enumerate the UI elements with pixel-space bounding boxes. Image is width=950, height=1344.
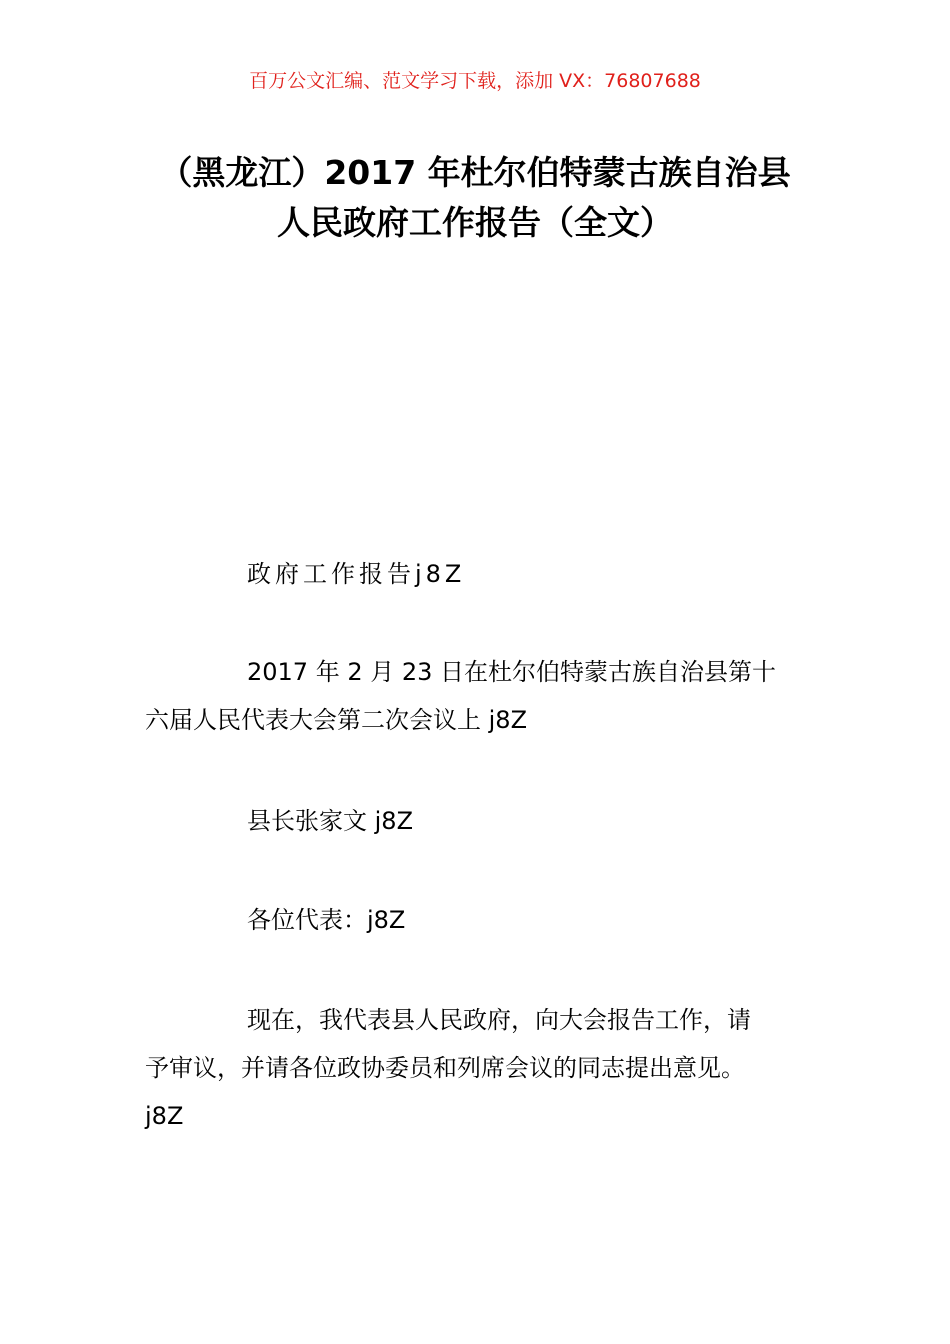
paragraph-meeting-info [145,648,810,744]
paragraph-line: 六届人民代表大会第二次会议上 j8Z [145,706,528,734]
paragraph-line: 现在，我代表县人民政府，向大会报告工作，请 [247,1006,751,1034]
paragraph-line: 予审议，并请各位政协委员和列席会议的同志提出意见。 [145,1054,745,1082]
paragraph-line: 2017 年 2 月 23 日在杜尔伯特蒙古族自治县第十 [247,658,777,686]
paragraph-opening [145,996,810,1140]
paragraph-text: 政府工作报告j8Z [247,560,466,588]
paragraph-text: 县长张家文 j8Z [247,807,414,835]
paragraph-salutation [145,896,810,944]
paragraph-report-heading [145,550,810,598]
header-notice: 百万公文汇编、范文学习下载，添加 VX：76807688 [249,70,701,92]
paragraph-line: j8Z [145,1102,184,1130]
document-title [130,148,820,248]
paragraph-speaker [145,797,810,845]
title-line-1: （黑龙江）2017 年杜尔伯特蒙古族自治县 [159,153,791,192]
title-line-2: 人民政府工作报告（全文） [277,203,673,242]
paragraph-text: 各位代表：j8Z [247,906,406,934]
